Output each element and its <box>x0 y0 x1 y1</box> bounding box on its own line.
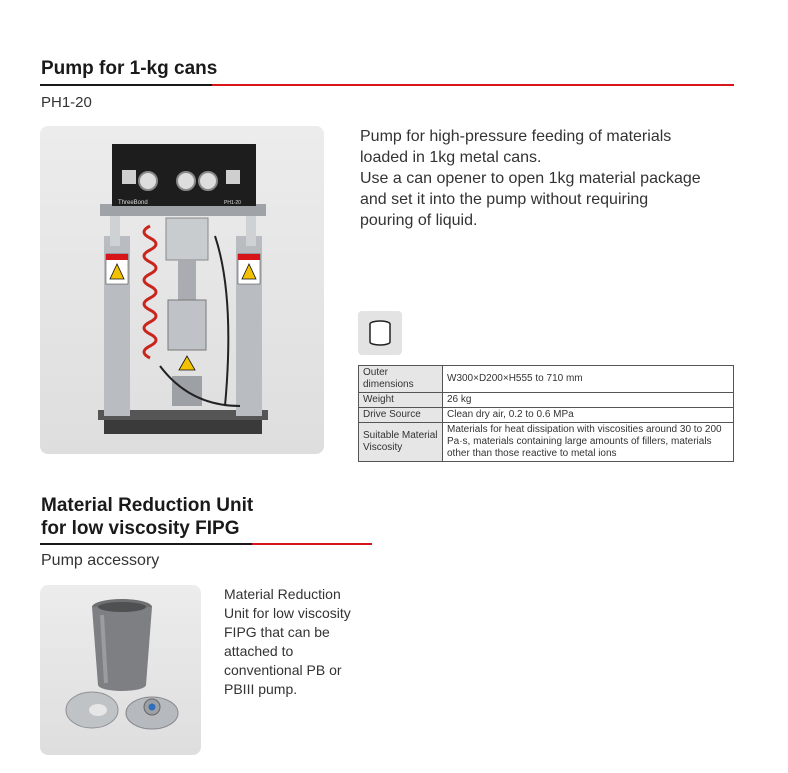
pump-illustration <box>40 126 324 454</box>
spec-value: 26 kg <box>443 393 734 408</box>
section-heading-reduction-unit <box>41 494 253 540</box>
spec-value: Clean dry air, 0.2 to 0.6 MPa <box>443 408 734 423</box>
section-heading-pump: Pump for 1-kg cans <box>41 58 218 79</box>
svg-text:ThreeBond: ThreeBond <box>118 200 148 206</box>
reduction-unit-illustration <box>40 585 201 755</box>
heading-rule-red <box>252 543 372 545</box>
table-row <box>359 423 734 462</box>
spec-label: Drive Source <box>359 408 443 423</box>
spec-value: W300×D200×H555 to 710 mm <box>443 366 734 393</box>
heading-line: for low viscosity FIPG <box>41 518 240 539</box>
heading-rule-black <box>40 543 252 545</box>
description-line: Material Reduction <box>224 586 341 602</box>
heading-rule-red <box>212 84 734 86</box>
reduction-unit-photo <box>40 585 201 755</box>
description-line: FIPG that can be <box>224 624 330 640</box>
description-line: Pump for high-pressure feeding of materials <box>360 128 672 145</box>
reduction-unit-description <box>224 585 351 699</box>
description-line: PBIII pump. <box>224 681 298 697</box>
description-line: Use a can opener to open 1kg material package <box>360 170 701 187</box>
heading-rule-black <box>40 84 212 86</box>
spec-label: Outer dimensions <box>359 366 443 393</box>
description-line: attached to <box>224 643 294 659</box>
spec-label: Weight <box>359 393 443 408</box>
description-line: pouring of liquid. <box>360 212 478 229</box>
table-row <box>359 366 734 393</box>
model-number: PH1-20 <box>41 94 92 111</box>
spec-table <box>358 365 734 462</box>
description-line: Unit for low viscosity <box>224 605 351 621</box>
pump-photo <box>40 126 324 454</box>
description-line: loaded in 1kg metal cans. <box>360 149 542 166</box>
table-row <box>359 393 734 408</box>
spec-value: Materials for heat dissipation with viscosities around 30 to 200 Pa·s, materials containing large amounts of fillers, materials other than those reactive to metal ions <box>443 423 734 462</box>
accessory-subtitle: Pump accessory <box>41 552 160 569</box>
spec-label: Suitable Material Viscosity <box>359 423 443 462</box>
description-line: conventional PB or <box>224 662 342 678</box>
heading-line: Material Reduction Unit <box>41 495 254 516</box>
can-icon <box>358 311 402 355</box>
table-row <box>359 408 734 423</box>
pump-description <box>360 126 740 231</box>
description-line: and set it into the pump without requiring <box>360 191 649 208</box>
svg-text:PH1-20: PH1-20 <box>224 200 241 206</box>
